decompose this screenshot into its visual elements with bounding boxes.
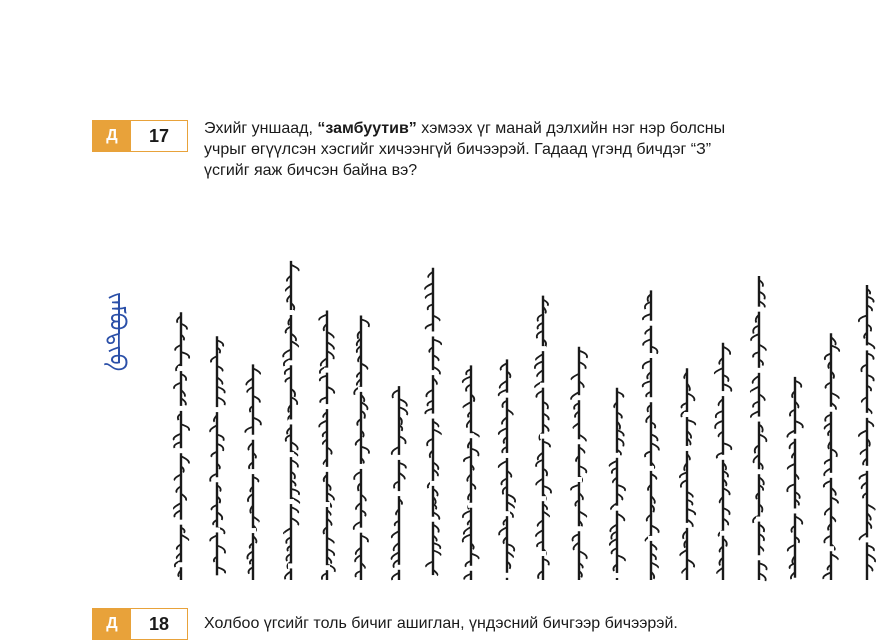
script-column [458, 222, 484, 582]
script-column [566, 222, 592, 582]
script-column [782, 222, 808, 582]
task-17-instructions [204, 118, 725, 181]
instruction-line-2: учрыг өгүүлсэн хэсгийг хичээнгүй бичээрэй. Гадаад үгэнд бичдэг “З” [204, 141, 712, 158]
task-number: 18 [131, 609, 187, 639]
task-18-instructions [204, 613, 678, 634]
task-18-tag [92, 608, 188, 640]
script-column [348, 222, 374, 582]
script-column [314, 222, 340, 582]
script-column [386, 222, 412, 582]
script-column [278, 222, 304, 582]
script-column [746, 222, 772, 582]
instruction-line: Холбоо үгсийг толь бичиг ашиглан, үндэсний бичгээр бичээрэй. [204, 615, 678, 632]
instruction-text: хэмээх үг манай дэлхийн нэг нэр болсны [416, 120, 726, 137]
instruction-keyword: “замбуутив” [317, 120, 417, 137]
script-column [674, 222, 700, 582]
script-column [854, 222, 880, 582]
instruction-line-1 [204, 118, 725, 139]
script-column [204, 222, 230, 582]
script-column [420, 222, 446, 582]
script-column [168, 222, 194, 582]
task-letter: Д [93, 609, 131, 639]
script-column [240, 222, 266, 582]
mongolian-script-passage [168, 222, 888, 582]
task-17-tag [92, 120, 188, 152]
script-column [710, 222, 736, 582]
script-column [818, 222, 844, 582]
mongolian-script-title: ᠵᠠᠮᠪᠤᠲᠢᠪ [104, 292, 129, 372]
task-number: 17 [131, 121, 187, 151]
instruction-line-3: үсгийг яаж бичсэн байна вэ? [204, 162, 418, 179]
script-column [638, 222, 664, 582]
task-letter: Д [93, 121, 131, 151]
instruction-text: Эхийг уншаад, [204, 120, 318, 137]
script-column [494, 222, 520, 582]
script-column [604, 222, 630, 582]
script-column [530, 222, 556, 582]
